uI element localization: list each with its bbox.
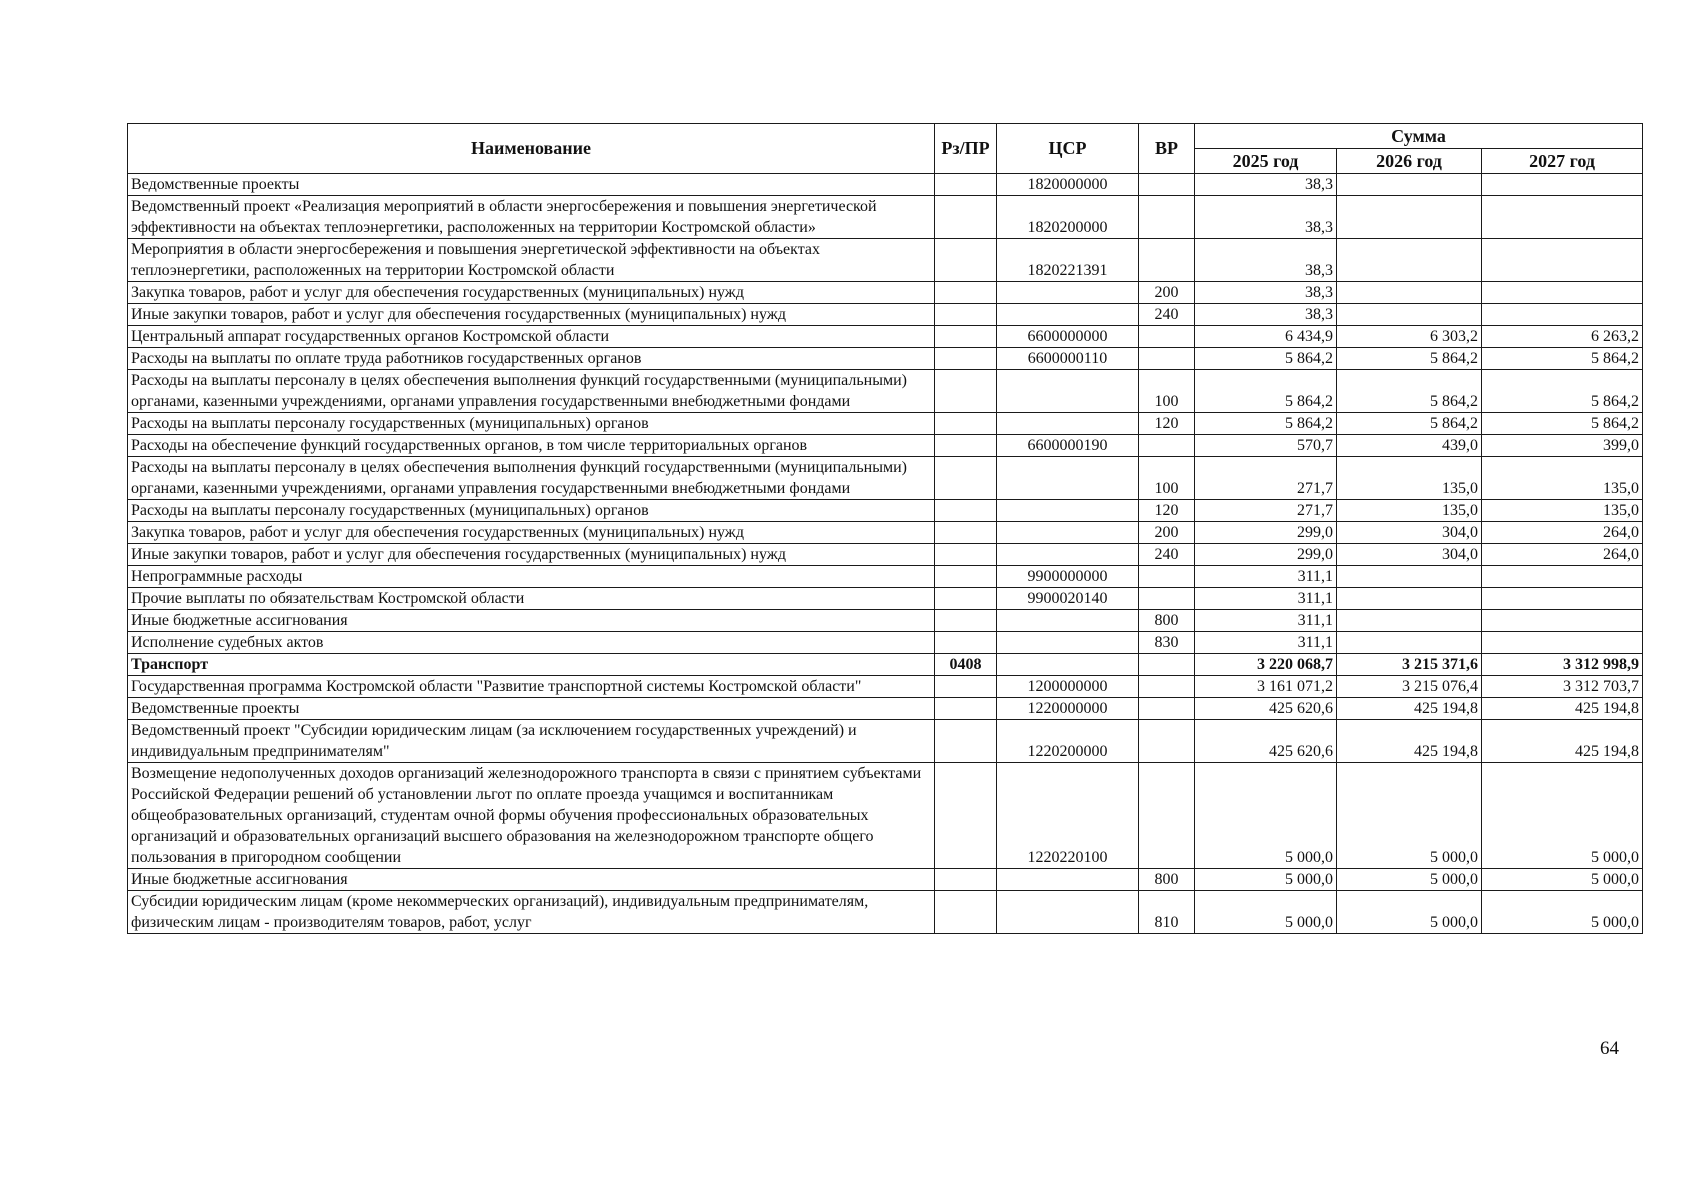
cell-name: Возмещение недополученных доходов организаций железнодорожного транспорта в связи с принятием субъектами Российской Федерации решений об установлении льгот по оплате проезда учащимся и воспитанникам общеобразовательных организаций, студентам очной формы обучения профессиональных образовательных организаций и образовательных организаций высшего образования на железнодорожном транспорте общего пользования в пригородном сообщении	[128, 763, 935, 869]
cell-2027: 5 000,0	[1482, 891, 1643, 934]
cell-2025: 6 434,9	[1195, 326, 1337, 348]
cell-2027: 264,0	[1482, 544, 1643, 566]
cell-rzpr	[935, 348, 997, 370]
cell-2025: 5 000,0	[1195, 869, 1337, 891]
cell-2025: 271,7	[1195, 500, 1337, 522]
cell-rzpr	[935, 632, 997, 654]
cell-2027: 3 312 998,9	[1482, 654, 1643, 676]
cell-2025: 425 620,6	[1195, 698, 1337, 720]
cell-2025: 38,3	[1195, 282, 1337, 304]
cell-vr	[1139, 720, 1195, 763]
cell-2027: 135,0	[1482, 457, 1643, 500]
cell-2027	[1482, 304, 1643, 326]
cell-2027	[1482, 239, 1643, 282]
cell-2025: 311,1	[1195, 588, 1337, 610]
cell-name: Иные бюджетные ассигнования	[128, 869, 935, 891]
cell-csr	[997, 632, 1139, 654]
cell-rzpr	[935, 522, 997, 544]
cell-2026: 3 215 371,6	[1337, 654, 1482, 676]
cell-vr: 810	[1139, 891, 1195, 934]
cell-name: Закупка товаров, работ и услуг для обеспечения государственных (муниципальных) нужд	[128, 522, 935, 544]
cell-2026: 135,0	[1337, 457, 1482, 500]
cell-rzpr	[935, 500, 997, 522]
cell-2026: 5 000,0	[1337, 891, 1482, 934]
cell-2026	[1337, 196, 1482, 239]
table-row	[128, 763, 1643, 869]
cell-csr	[997, 457, 1139, 500]
cell-2026	[1337, 282, 1482, 304]
cell-name: Непрограммные расходы	[128, 566, 935, 588]
cell-rzpr	[935, 326, 997, 348]
cell-name: Исполнение судебных актов	[128, 632, 935, 654]
table-row	[128, 610, 1643, 632]
cell-rzpr	[935, 698, 997, 720]
cell-2027	[1482, 566, 1643, 588]
cell-2026: 5 864,2	[1337, 413, 1482, 435]
table-row	[128, 500, 1643, 522]
cell-name: Транспорт	[128, 654, 935, 676]
cell-name: Иные бюджетные ассигнования	[128, 610, 935, 632]
cell-vr	[1139, 588, 1195, 610]
cell-rzpr	[935, 720, 997, 763]
table-row	[128, 891, 1643, 934]
cell-csr: 1820000000	[997, 174, 1139, 196]
cell-2025: 311,1	[1195, 632, 1337, 654]
cell-2026: 5 000,0	[1337, 763, 1482, 869]
cell-vr	[1139, 326, 1195, 348]
cell-csr: 1820200000	[997, 196, 1139, 239]
cell-csr: 6600000190	[997, 435, 1139, 457]
cell-csr: 1820221391	[997, 239, 1139, 282]
cell-vr	[1139, 676, 1195, 698]
cell-2026	[1337, 239, 1482, 282]
table-header	[128, 124, 1643, 174]
cell-rzpr	[935, 370, 997, 413]
cell-name: Расходы на выплаты персоналу государственных (муниципальных) органов	[128, 413, 935, 435]
cell-2027	[1482, 632, 1643, 654]
table-body	[128, 174, 1643, 934]
table-row	[128, 174, 1643, 196]
cell-2027: 399,0	[1482, 435, 1643, 457]
cell-2025: 3 220 068,7	[1195, 654, 1337, 676]
cell-2026: 135,0	[1337, 500, 1482, 522]
cell-csr	[997, 869, 1139, 891]
cell-name: Мероприятия в области энергосбережения и повышения энергетической эффективности на объектах теплоэнергетики, расположенных на территории Костромской области	[128, 239, 935, 282]
cell-vr	[1139, 348, 1195, 370]
cell-name: Прочие выплаты по обязательствам Костромской области	[128, 588, 935, 610]
table-row	[128, 566, 1643, 588]
page-number: 64	[1600, 1038, 1619, 1059]
cell-2025: 38,3	[1195, 196, 1337, 239]
header-2027: 2027 год	[1482, 149, 1643, 174]
cell-csr: 6600000110	[997, 348, 1139, 370]
cell-2027	[1482, 174, 1643, 196]
cell-csr	[997, 610, 1139, 632]
cell-2026: 425 194,8	[1337, 698, 1482, 720]
cell-2027	[1482, 610, 1643, 632]
cell-name: Субсидии юридическим лицам (кроме некоммерческих организаций), индивидуальным предпринимателям, физическим лицам - производителям товаров, работ, услуг	[128, 891, 935, 934]
cell-name: Центральный аппарат государственных органов Костромской области	[128, 326, 935, 348]
cell-vr: 100	[1139, 370, 1195, 413]
cell-csr: 9900020140	[997, 588, 1139, 610]
cell-csr: 6600000000	[997, 326, 1139, 348]
cell-vr	[1139, 196, 1195, 239]
cell-vr	[1139, 763, 1195, 869]
cell-rzpr	[935, 435, 997, 457]
table-row	[128, 654, 1643, 676]
cell-2025: 5 000,0	[1195, 763, 1337, 869]
cell-rzpr: 0408	[935, 654, 997, 676]
cell-2026	[1337, 588, 1482, 610]
header-sum: Сумма	[1195, 124, 1643, 149]
cell-rzpr	[935, 763, 997, 869]
cell-2025: 311,1	[1195, 610, 1337, 632]
cell-2025: 271,7	[1195, 457, 1337, 500]
cell-name: Расходы на выплаты персоналу государственных (муниципальных) органов	[128, 500, 935, 522]
cell-rzpr	[935, 413, 997, 435]
budget-table-container	[127, 123, 1642, 934]
cell-2026	[1337, 174, 1482, 196]
cell-2025: 570,7	[1195, 435, 1337, 457]
cell-2026: 425 194,8	[1337, 720, 1482, 763]
cell-vr	[1139, 698, 1195, 720]
cell-2026	[1337, 304, 1482, 326]
cell-name: Иные закупки товаров, работ и услуг для обеспечения государственных (муниципальных) нужд	[128, 544, 935, 566]
cell-vr	[1139, 435, 1195, 457]
table-row	[128, 282, 1643, 304]
table-row	[128, 676, 1643, 698]
cell-csr	[997, 522, 1139, 544]
cell-2027: 5 864,2	[1482, 348, 1643, 370]
table-row	[128, 239, 1643, 282]
cell-2026: 3 215 076,4	[1337, 676, 1482, 698]
cell-2025: 38,3	[1195, 174, 1337, 196]
cell-vr: 830	[1139, 632, 1195, 654]
cell-2026: 6 303,2	[1337, 326, 1482, 348]
cell-2027: 5 000,0	[1482, 869, 1643, 891]
cell-2025: 299,0	[1195, 522, 1337, 544]
cell-2026: 5 864,2	[1337, 370, 1482, 413]
cell-vr: 200	[1139, 282, 1195, 304]
header-csr: ЦСР	[997, 124, 1139, 174]
cell-name: Ведомственные проекты	[128, 698, 935, 720]
cell-2026	[1337, 632, 1482, 654]
cell-2026	[1337, 566, 1482, 588]
table-row	[128, 869, 1643, 891]
cell-2026: 304,0	[1337, 544, 1482, 566]
table-row	[128, 698, 1643, 720]
cell-rzpr	[935, 891, 997, 934]
header-2026: 2026 год	[1337, 149, 1482, 174]
cell-2027: 135,0	[1482, 500, 1643, 522]
cell-2025: 299,0	[1195, 544, 1337, 566]
cell-2027: 5 000,0	[1482, 763, 1643, 869]
table-row	[128, 632, 1643, 654]
cell-2026: 439,0	[1337, 435, 1482, 457]
cell-name: Расходы на выплаты по оплате труда работников государственных органов	[128, 348, 935, 370]
cell-csr: 1220000000	[997, 698, 1139, 720]
cell-vr: 120	[1139, 413, 1195, 435]
cell-csr	[997, 654, 1139, 676]
cell-csr: 1220200000	[997, 720, 1139, 763]
cell-rzpr	[935, 566, 997, 588]
cell-2026: 5 000,0	[1337, 869, 1482, 891]
cell-vr: 200	[1139, 522, 1195, 544]
cell-csr	[997, 413, 1139, 435]
cell-rzpr	[935, 196, 997, 239]
cell-vr: 100	[1139, 457, 1195, 500]
cell-2025: 5 000,0	[1195, 891, 1337, 934]
cell-vr: 120	[1139, 500, 1195, 522]
cell-2025: 38,3	[1195, 239, 1337, 282]
cell-2025: 425 620,6	[1195, 720, 1337, 763]
cell-name: Ведомственные проекты	[128, 174, 935, 196]
cell-2025: 311,1	[1195, 566, 1337, 588]
cell-csr: 1220220100	[997, 763, 1139, 869]
table-row	[128, 457, 1643, 500]
cell-rzpr	[935, 676, 997, 698]
cell-rzpr	[935, 588, 997, 610]
cell-rzpr	[935, 544, 997, 566]
cell-rzpr	[935, 457, 997, 500]
cell-2027	[1482, 588, 1643, 610]
cell-name: Расходы на обеспечение функций государственных органов, в том числе территориальных органов	[128, 435, 935, 457]
cell-csr	[997, 500, 1139, 522]
cell-name: Расходы на выплаты персоналу в целях обеспечения выполнения функций государственными (муниципальными) органами, казенными учреждениями, органами управления государственными внебюджетными фондами	[128, 457, 935, 500]
cell-vr	[1139, 654, 1195, 676]
cell-vr	[1139, 239, 1195, 282]
cell-rzpr	[935, 239, 997, 282]
cell-2027: 3 312 703,7	[1482, 676, 1643, 698]
cell-2027	[1482, 196, 1643, 239]
cell-rzpr	[935, 174, 997, 196]
table-row	[128, 196, 1643, 239]
header-vr: ВР	[1139, 124, 1195, 174]
cell-rzpr	[935, 282, 997, 304]
table-row	[128, 304, 1643, 326]
cell-csr	[997, 370, 1139, 413]
cell-2027: 425 194,8	[1482, 720, 1643, 763]
cell-name: Расходы на выплаты персоналу в целях обеспечения выполнения функций государственными (муниципальными) органами, казенными учреждениями, органами управления государственными внебюджетными фондами	[128, 370, 935, 413]
table-row	[128, 588, 1643, 610]
cell-csr	[997, 891, 1139, 934]
cell-2027: 6 263,2	[1482, 326, 1643, 348]
cell-csr: 9900000000	[997, 566, 1139, 588]
cell-csr	[997, 544, 1139, 566]
cell-rzpr	[935, 304, 997, 326]
cell-csr	[997, 304, 1139, 326]
cell-2025: 3 161 071,2	[1195, 676, 1337, 698]
cell-vr	[1139, 174, 1195, 196]
cell-2027: 264,0	[1482, 522, 1643, 544]
table-row	[128, 435, 1643, 457]
cell-2026: 304,0	[1337, 522, 1482, 544]
cell-2026	[1337, 610, 1482, 632]
cell-vr	[1139, 566, 1195, 588]
cell-2025: 5 864,2	[1195, 348, 1337, 370]
cell-name: Закупка товаров, работ и услуг для обеспечения государственных (муниципальных) нужд	[128, 282, 935, 304]
cell-csr	[997, 282, 1139, 304]
table-row	[128, 522, 1643, 544]
cell-vr: 800	[1139, 869, 1195, 891]
cell-2026: 5 864,2	[1337, 348, 1482, 370]
cell-csr: 1200000000	[997, 676, 1139, 698]
cell-2027: 5 864,2	[1482, 370, 1643, 413]
header-2025: 2025 год	[1195, 149, 1337, 174]
cell-2025: 5 864,2	[1195, 370, 1337, 413]
table-row	[128, 348, 1643, 370]
table-row	[128, 326, 1643, 348]
header-name: Наименование	[128, 124, 935, 174]
cell-vr: 240	[1139, 544, 1195, 566]
cell-2025: 5 864,2	[1195, 413, 1337, 435]
cell-rzpr	[935, 869, 997, 891]
cell-vr: 240	[1139, 304, 1195, 326]
header-rzpr: Рз/ПР	[935, 124, 997, 174]
cell-2027	[1482, 282, 1643, 304]
cell-name: Государственная программа Костромской области "Развитие транспортной системы Костромской области"	[128, 676, 935, 698]
cell-name: Ведомственный проект "Субсидии юридическим лицам (за исключением государственных учреждений) и индивидуальным предпринимателям"	[128, 720, 935, 763]
cell-2027: 5 864,2	[1482, 413, 1643, 435]
cell-2025: 38,3	[1195, 304, 1337, 326]
cell-vr: 800	[1139, 610, 1195, 632]
cell-name: Ведомственный проект «Реализация мероприятий в области энергосбережения и повышения энергетической эффективности на объектах теплоэнергетики, расположенных на территории Костромской области»	[128, 196, 935, 239]
cell-rzpr	[935, 610, 997, 632]
cell-2027: 425 194,8	[1482, 698, 1643, 720]
table-row	[128, 370, 1643, 413]
table-row	[128, 413, 1643, 435]
budget-table	[127, 123, 1643, 934]
table-row	[128, 720, 1643, 763]
table-row	[128, 544, 1643, 566]
cell-name: Иные закупки товаров, работ и услуг для обеспечения государственных (муниципальных) нужд	[128, 304, 935, 326]
